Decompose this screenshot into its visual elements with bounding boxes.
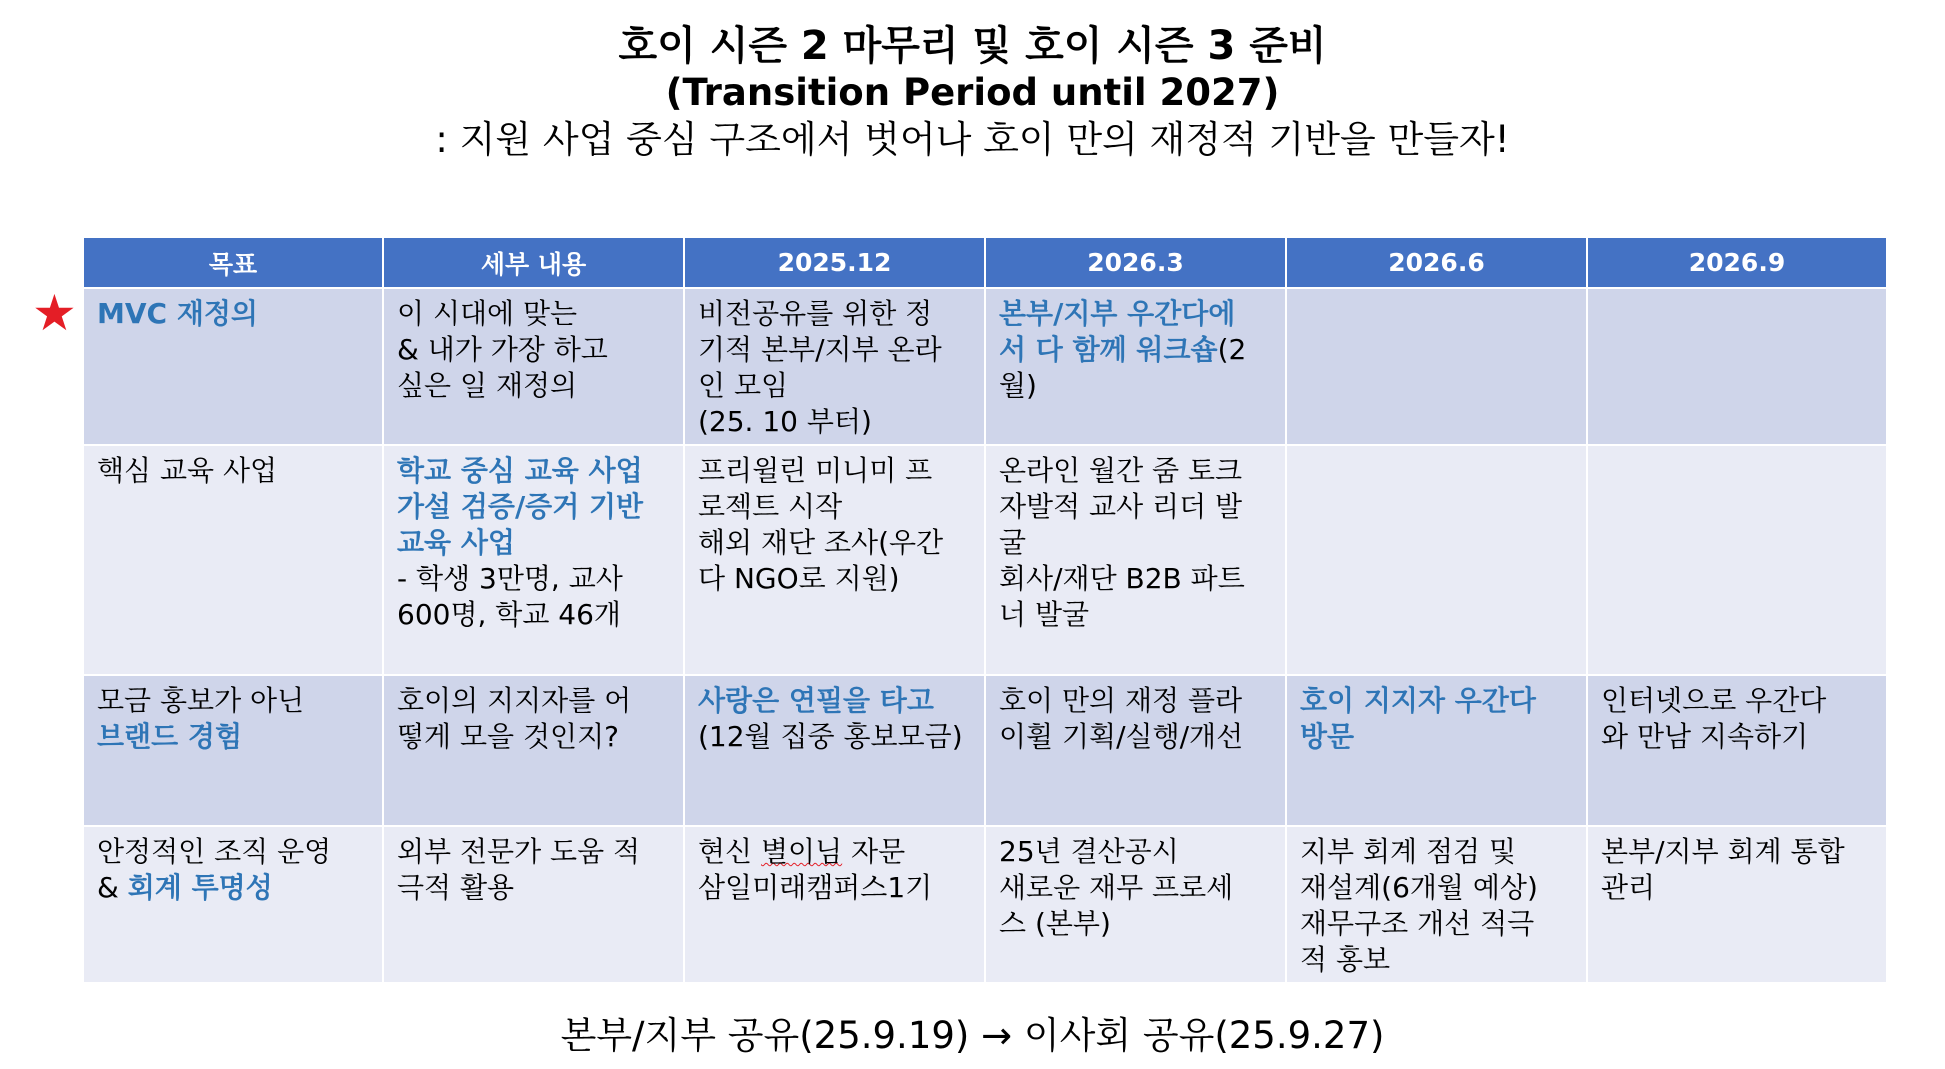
cell-line: 다 NGO로 지원) [698, 562, 900, 595]
roadmap-table [82, 236, 1888, 984]
cell-2026-9 [1587, 675, 1887, 826]
table-row [83, 288, 1887, 445]
cell-line: 비전공유를 위한 정 [698, 297, 933, 330]
cell-goal [83, 675, 383, 826]
cell-line: 적 홍보 [1300, 943, 1391, 976]
highlight-text: 가설 검증/증거 기반 [397, 490, 644, 523]
cell-line: 600명, 학교 46개 [397, 598, 621, 631]
cell-line: 호이 만의 재정 플라 [999, 684, 1243, 717]
highlight-text: 본부/지부 우간다에 서 다 함께 워크숍 [999, 297, 1236, 366]
cell-line: & 내가 가장 하고 [397, 333, 608, 366]
table-row [83, 445, 1887, 675]
cell-2026-9 [1587, 288, 1887, 445]
header-2026-6: 2026.6 [1286, 237, 1587, 288]
cell-line: 와 만남 지속하기 [1601, 720, 1809, 753]
highlight-text: 사랑은 연필을 타고 [698, 684, 934, 717]
cell-line: (25. 10 부터) [698, 405, 872, 438]
cell-line: 재무구조 개선 적극 [1300, 907, 1535, 940]
highlight-text: 호이 지지자 우간다 방문 [1300, 684, 1536, 753]
cell-line: 온라인 월간 줌 토크 [999, 454, 1243, 487]
cell-line: 이 시대에 맞는 [397, 297, 578, 330]
cell-line: 프리윌린 미니미 프 [698, 454, 933, 487]
cell-2026-3 [985, 445, 1286, 675]
cell-text: & [97, 871, 128, 904]
cell-2026-6 [1286, 826, 1587, 983]
cell-line: 극적 활용 [397, 871, 515, 904]
cell-goal [83, 826, 383, 983]
highlight-text: 교육 사업 [397, 526, 515, 559]
footer-note: 본부/지부 공유(25.9.19) → 이사회 공유(25.9.27) [560, 1014, 1385, 1057]
cell-2026-3 [985, 826, 1286, 983]
cell-2026-6 [1286, 445, 1587, 675]
cell-line: 본부/지부 회계 통합 [1601, 835, 1845, 868]
cell-line: 해외 재단 조사(우간 [698, 526, 944, 559]
highlight-text: 브랜드 경험 [97, 720, 242, 753]
cell-line: 25년 결산공시 [999, 835, 1179, 868]
cell-goal [83, 445, 383, 675]
header-2026-9: 2026.9 [1587, 237, 1887, 288]
cell-detail [383, 675, 684, 826]
cell-line: 새로운 재무 프로세 [999, 871, 1234, 904]
cell-line: 외부 전문가 도움 적 [397, 835, 641, 868]
cell-2025-12 [684, 288, 985, 445]
cell-line: 이휠 기획/실행/개선 [999, 720, 1244, 753]
cell-2026-6 [1286, 675, 1587, 826]
cell-line: 안정적인 조직 운영 [97, 835, 332, 868]
cell-line: 관리 [1601, 871, 1656, 904]
highlight-text: 회계 투명성 [127, 871, 273, 904]
page-subtitle: (Transition Period until 2027) [665, 71, 1280, 114]
header-goal: 목표 [83, 237, 383, 288]
title-block [0, 22, 1945, 164]
table-row [83, 675, 1887, 826]
cell-line: 회사/재단 B2B 파트 [999, 562, 1245, 595]
cell-2026-3 [985, 288, 1286, 445]
cell-line: 굴 [999, 526, 1027, 559]
cell-goal [83, 288, 383, 445]
page-title: 호이 시즌 2 마무리 및 호이 시즌 3 준비 [618, 23, 1327, 69]
cell-2025-12 [684, 675, 985, 826]
cell-line: 모금 홍보가 아닌 [97, 684, 305, 717]
cell-line: - 학생 3만명, 교사 [397, 562, 623, 595]
cell-line: 호이의 지지자를 어 [397, 684, 632, 717]
cell-line: 자발적 교사 리더 발 [999, 490, 1243, 523]
cell-detail [383, 445, 684, 675]
cell-line: 떻게 모을 것인지? [397, 720, 619, 753]
cell-line: 너 발굴 [999, 598, 1090, 631]
cell-line: 싶은 일 재정의 [397, 369, 578, 402]
cell-2025-12 [684, 826, 985, 983]
red-star-icon: ★ [32, 284, 77, 342]
header-2025-12: 2025.12 [684, 237, 985, 288]
header-2026-3: 2026.3 [985, 237, 1286, 288]
spellcheck-underlined-text: 별이님 [761, 835, 843, 868]
goal-text: 핵심 교육 사업 [97, 454, 278, 487]
highlight-text: 학교 중심 교육 사업 [397, 454, 643, 487]
cell-line: 인터넷으로 우간다 [1601, 684, 1827, 717]
cell-line: 재설계(6개월 예상) [1300, 871, 1538, 904]
cell-2026-3 [985, 675, 1286, 826]
cell-2026-9 [1587, 826, 1887, 983]
cell-line: 스 (본부) [999, 907, 1111, 940]
table-row [83, 826, 1887, 983]
cell-line: (12월 집중 홍보모금) [698, 720, 963, 753]
header-detail: 세부 내용 [383, 237, 684, 288]
table-header-row [83, 237, 1887, 288]
cell-line: 로젝트 시작 [698, 490, 843, 523]
cell-line: 기적 본부/지부 온라 [698, 333, 942, 366]
cell-detail [383, 288, 684, 445]
goal-text: MVC 재정의 [97, 297, 258, 330]
cell-line: 삼일미래캠퍼스1기 [698, 871, 933, 904]
cell-line: 지부 회계 점검 및 [1300, 835, 1517, 868]
cell-text: 현신 [698, 835, 761, 868]
cell-2026-6 [1286, 288, 1587, 445]
cell-2026-9 [1587, 445, 1887, 675]
cell-text: 자문 [842, 835, 906, 868]
cell-detail [383, 826, 684, 983]
page-tagline: : 지원 사업 중심 구조에서 벗어나 호이 만의 재정적 기반을 만들자! [435, 118, 1510, 161]
cell-text: (2 월) [999, 333, 1247, 402]
cell-2025-12 [684, 445, 985, 675]
cell-line: 인 모임 [698, 369, 789, 402]
